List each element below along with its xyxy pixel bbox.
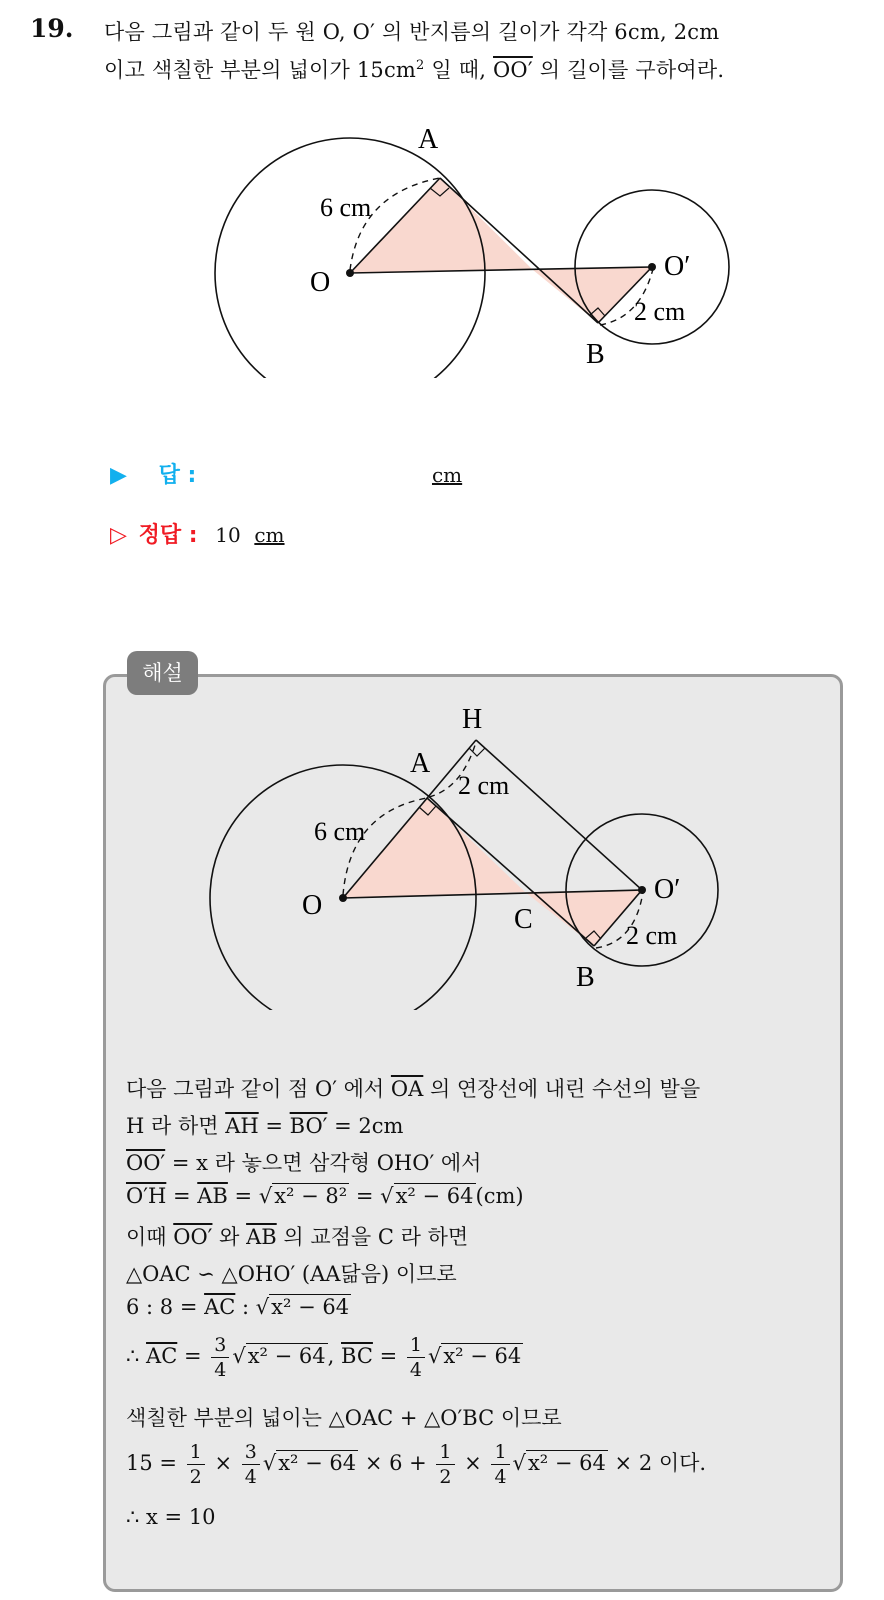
label-radius-small: 2 cm bbox=[634, 297, 686, 326]
label-b: B bbox=[576, 962, 595, 993]
question-number: 19. bbox=[30, 14, 74, 43]
label-c: C bbox=[514, 904, 533, 935]
label-radius-big: 6 cm bbox=[314, 817, 366, 846]
point-o bbox=[339, 894, 347, 902]
label-ah-length: 2 cm bbox=[458, 771, 510, 800]
correct-value: 10 bbox=[215, 523, 241, 547]
solution-line-2: H 라 하면 $\overline{AH} = BO' = 2cm$ bbox=[126, 1114, 404, 1138]
correct-unit: cm bbox=[254, 523, 285, 547]
solution-line-1: 다음 그림과 같이 점 O′ 에서 $\overline{OA}$ 의 연장선에 내린 수선의 발을 bbox=[126, 1077, 701, 1101]
solution-line-6: △OAC ∽ △OHO′ (AA닮음) 이므로 bbox=[126, 1262, 457, 1286]
solution-tag: 해설 bbox=[127, 651, 198, 695]
label-o: O bbox=[302, 890, 323, 921]
solution-line-11: ∴ x = 10 bbox=[126, 1505, 216, 1529]
label-h: H bbox=[462, 704, 483, 735]
label-a: A bbox=[418, 124, 439, 155]
label-o-prime: O′ bbox=[654, 874, 681, 905]
label-b: B bbox=[586, 339, 605, 370]
question-line-2: 이고 색칠한 부분의 넓이가 $15cm^2$ 일 때, OO′ 의 길이를 구하여라. bbox=[104, 58, 725, 82]
segment-oo-prime: OO′ bbox=[493, 58, 533, 82]
label-o-prime: O′ bbox=[664, 251, 691, 282]
point-o-prime bbox=[648, 263, 656, 271]
point-o bbox=[346, 269, 354, 277]
question-figure bbox=[200, 118, 740, 378]
correct-answer-row bbox=[110, 518, 285, 549]
solution-line-7: 6 : $8 = \overline{AC}$ : √x² − 64 bbox=[126, 1295, 350, 1319]
solution-line-9: 색칠한 부분의 넓이는 △OAC + △O′BC 이므로 bbox=[126, 1406, 562, 1430]
correct-label: 정답 : bbox=[138, 523, 198, 548]
correct-arrow-icon: ▷ bbox=[110, 523, 127, 548]
point-o-prime bbox=[638, 886, 646, 894]
label-radius-small: 2 cm bbox=[626, 921, 678, 950]
right-angle-mark-h bbox=[469, 748, 485, 756]
solution-line-4: $O'H = \overline{AB} = √x^2 - 8^2 = √x^2 - 64(cm)$ bbox=[126, 1184, 524, 1208]
solution-line-8: ∴ $\overline{AC}$ = $\frac{3}{4}$ √x² − 64, $\overline{BC}$ = $\frac{1}{4}$ √x² − 64 bbox=[126, 1334, 522, 1381]
label-o: O bbox=[310, 267, 331, 298]
solution-line-3: OO′ = x 라 놓으면 삼각형 OHO′ 에서 bbox=[126, 1151, 482, 1175]
solution-figure bbox=[200, 700, 740, 1010]
label-a: A bbox=[410, 748, 431, 779]
answer-row bbox=[110, 458, 462, 489]
answer-arrow-icon: ▶ bbox=[110, 463, 127, 488]
segment-ho-prime bbox=[476, 740, 642, 890]
shaded-triangle-oac bbox=[350, 178, 533, 273]
answer-unit: cm bbox=[431, 463, 463, 487]
shaded-triangle-oac bbox=[343, 798, 525, 898]
question-line-1: 다음 그림과 같이 두 원 O, O′ 의 반지름의 길이가 각각 6cm, 2cm bbox=[104, 20, 720, 44]
answer-label: 답 : bbox=[158, 463, 197, 488]
solution-line-10: 15 = $\frac{1}{2}$ × $\frac{3}{4}$ √x² − 64 × 6 + $\frac{1}{2}$ × $\frac{1}{4}$ √x² − 64 × 2 이다. bbox=[126, 1441, 707, 1488]
solution-line-5: 이때 OO′ 와 $\overline{AB}$ 의 교점을 C 라 하면 bbox=[126, 1225, 469, 1249]
label-radius-big: 6 cm bbox=[320, 193, 372, 222]
